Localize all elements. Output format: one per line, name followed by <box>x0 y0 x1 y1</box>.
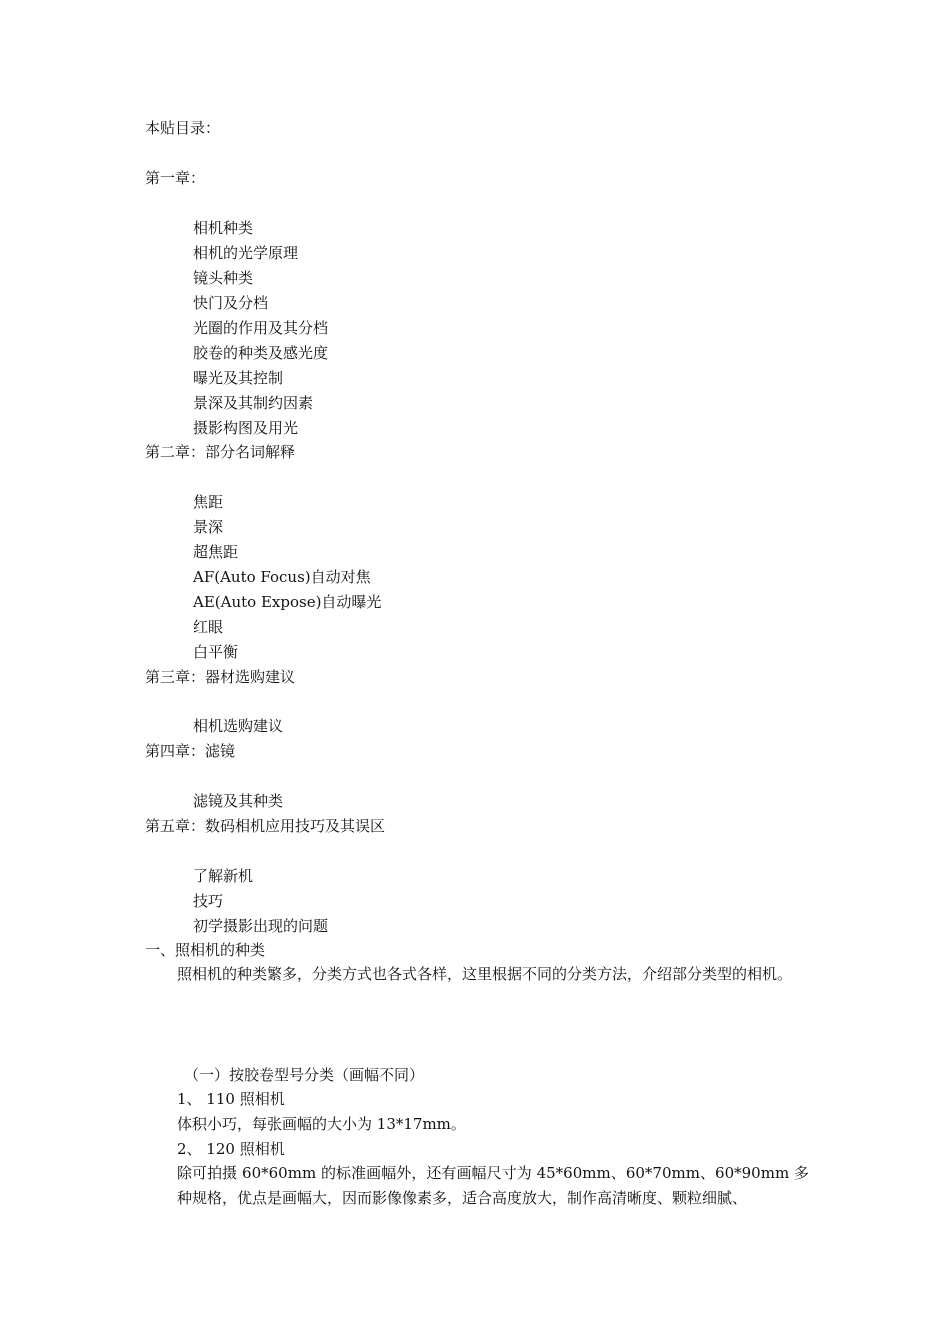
chapter-3-heading: 第三章：器材选购建议 <box>145 668 296 686</box>
toc-item: 焦距 <box>193 493 224 511</box>
toc-item: 快门及分档 <box>193 294 269 312</box>
toc-item: 摄影构图及用光 <box>193 419 299 437</box>
chapter-2-heading: 第二章：部分名词解释 <box>145 443 296 461</box>
toc-item: AE(Auto Expose)自动曝光 <box>193 593 382 611</box>
toc-item: 曝光及其控制 <box>193 369 284 387</box>
item-1-heading: 1、 110 照相机 <box>177 1090 285 1108</box>
toc-item: 初学摄影出现的问题 <box>193 917 329 935</box>
toc-item: AF(Auto Focus)自动对焦 <box>193 568 371 586</box>
toc-item: 胶卷的种类及感光度 <box>193 344 329 362</box>
chapter-4-heading: 第四章：滤镜 <box>145 742 236 760</box>
toc-item: 滤镜及其种类 <box>193 792 284 810</box>
toc-item: 了解新机 <box>193 867 254 885</box>
intro-paragraph: 照相机的种类繁多，分类方式也各式各样，这里根据不同的分类方法，介绍部分类型的相机。 <box>177 965 793 983</box>
toc-item: 镜头种类 <box>193 269 254 287</box>
toc-item: 光圈的作用及其分档 <box>193 319 329 337</box>
section-1-heading: 一、照相机的种类 <box>145 941 266 959</box>
toc-item: 技巧 <box>193 892 224 910</box>
item-2-text: 除可拍摄 60*60mm 的标准画幅外，还有画幅尺寸为 45*60mm、60*70mm、60*90mm 多种规格，优点是画幅大，因而影像像素多，适合高度放大，制作高清晰度、颗粒细腻、 <box>177 1164 809 1207</box>
chapter-1-heading: 第一章： <box>145 169 206 187</box>
toc-item: 景深 <box>193 518 224 536</box>
toc-item: 相机种类 <box>193 219 254 237</box>
chapter-5-heading: 第五章：数码相机应用技巧及其误区 <box>145 817 386 835</box>
toc-item: 相机选购建议 <box>193 717 284 735</box>
toc-item: 红眼 <box>193 618 224 636</box>
item-1-text: 体积小巧，每张画幅的大小为 13*17mm。 <box>177 1115 466 1133</box>
toc-title: 本贴目录： <box>145 119 221 137</box>
toc-item: 景深及其制约因素 <box>193 394 314 412</box>
item-2-heading: 2、 120 照相机 <box>177 1140 285 1158</box>
toc-item: 相机的光学原理 <box>193 244 299 262</box>
toc-item: 超焦距 <box>193 543 239 561</box>
subsection-heading: （一）按胶卷型号分类（画幅不同） <box>184 1066 425 1084</box>
toc-item: 白平衡 <box>193 643 239 661</box>
